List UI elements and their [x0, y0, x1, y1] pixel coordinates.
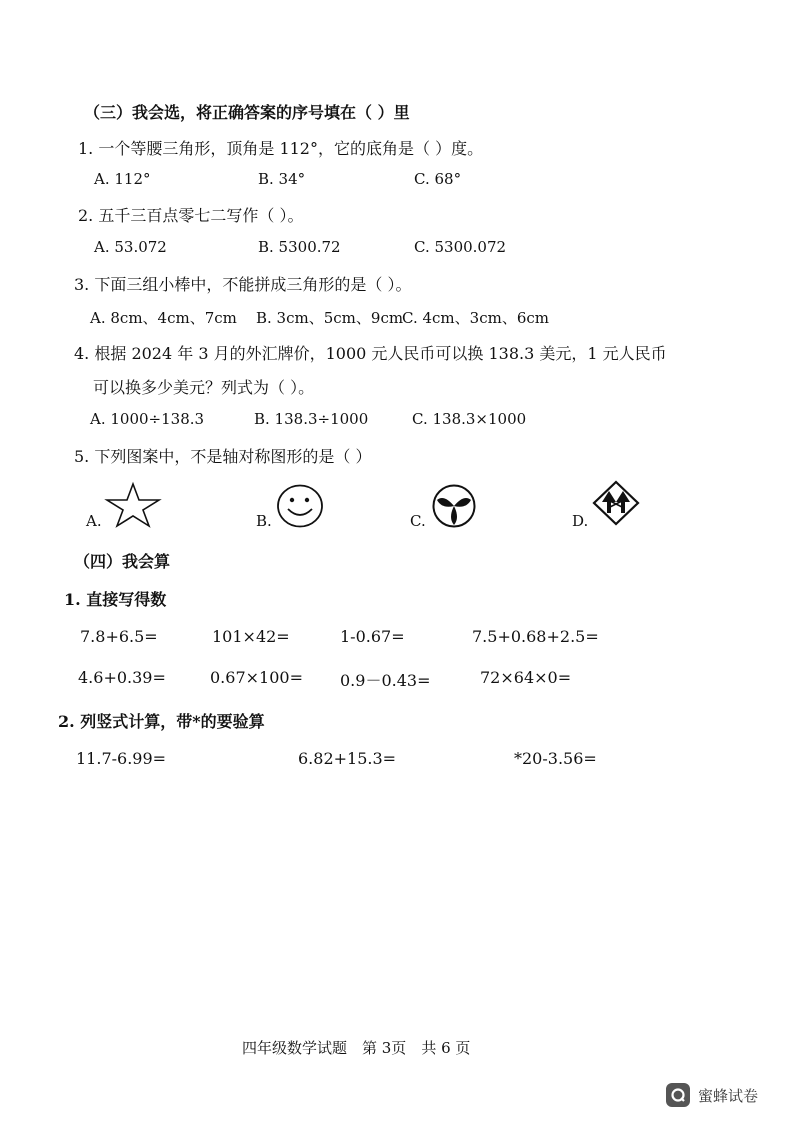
watermark-text: 蜜蜂试卷 — [698, 1087, 759, 1105]
q5-option-b: B. — [256, 512, 272, 530]
part-2-title: 2. 列竖式计算，带*的要验算 — [58, 712, 265, 731]
calc-2-4: 72×64×0= — [480, 668, 572, 687]
question-3: 3. 下面三组小棒中，不能拼成三角形的是（ ）。 — [74, 275, 412, 294]
part-1-title: 1. 直接写得数 — [64, 590, 167, 609]
calc-1-4: 7.5+0.68+2.5= — [472, 627, 599, 646]
q5-option-d: D. — [572, 512, 589, 530]
section-4-heading: （四）我会算 — [74, 552, 171, 571]
question-1: 1. 一个等腰三角形，顶角是 112°，它的底角是（ ）度。 — [78, 139, 484, 158]
q1-option-c: C. 68° — [414, 170, 462, 188]
calc-2-1: 4.6+0.39= — [78, 668, 166, 687]
q3-option-a: A. 8cm、4cm、7cm — [90, 309, 237, 327]
question-4-line-2: 可以换多少美元？列式为（ ）。 — [93, 378, 315, 397]
vertical-calc-3: *20-3.56= — [514, 749, 597, 768]
q2-option-c: C. 5300.072 — [414, 238, 507, 256]
q2-option-a: A. 53.072 — [94, 238, 167, 256]
section-3-heading: （三）我会选，将正确答案的序号填在（ ）里 — [84, 103, 410, 122]
three-blade-fan-icon — [430, 484, 478, 528]
calc-2-3: 0.9－0.43= — [340, 671, 431, 690]
q3-option-c: C. 4cm、3cm、6cm — [402, 309, 549, 327]
vertical-calc-2: 6.82+15.3= — [298, 749, 397, 768]
q4-option-b: B. 138.3÷1000 — [254, 410, 369, 428]
question-4: 4. 根据 2024 年 3 月的外汇牌价，1000 元人民币可以换 138.3 美元，1 元人民币 — [74, 344, 667, 363]
q4-option-c: C. 138.3×1000 — [412, 410, 527, 428]
q1-option-b: B. 34° — [258, 170, 306, 188]
q3-option-b: B. 3cm、5cm、9cm — [256, 309, 404, 327]
q5-option-a: A. — [86, 512, 102, 530]
vertical-calc-1: 11.7-6.99= — [76, 749, 167, 768]
diamond-arrows-icon — [592, 480, 640, 526]
question-5: 5. 下列图案中，不是轴对称图形的是（ ） — [74, 447, 372, 466]
q4-option-a: A. 1000÷138.3 — [90, 410, 205, 428]
watermark-logo-icon — [666, 1083, 690, 1107]
calc-1-3: 1-0.67= — [340, 627, 405, 646]
q1-option-a: A. 112° — [94, 170, 151, 188]
q2-option-b: B. 5300.72 — [258, 238, 341, 256]
smiley-face-icon — [276, 484, 324, 528]
calc-2-2: 0.67×100= — [210, 668, 303, 687]
page-footer: 四年级数学试题 第 3页 共 6 页 — [242, 1039, 471, 1057]
calc-1-1: 7.8+6.5= — [80, 627, 158, 646]
q5-option-c: C. — [410, 512, 426, 530]
question-2: 2. 五千三百点零七二写作（ ）。 — [78, 206, 304, 225]
calc-1-2: 101×42= — [212, 627, 290, 646]
star-icon — [104, 482, 162, 528]
